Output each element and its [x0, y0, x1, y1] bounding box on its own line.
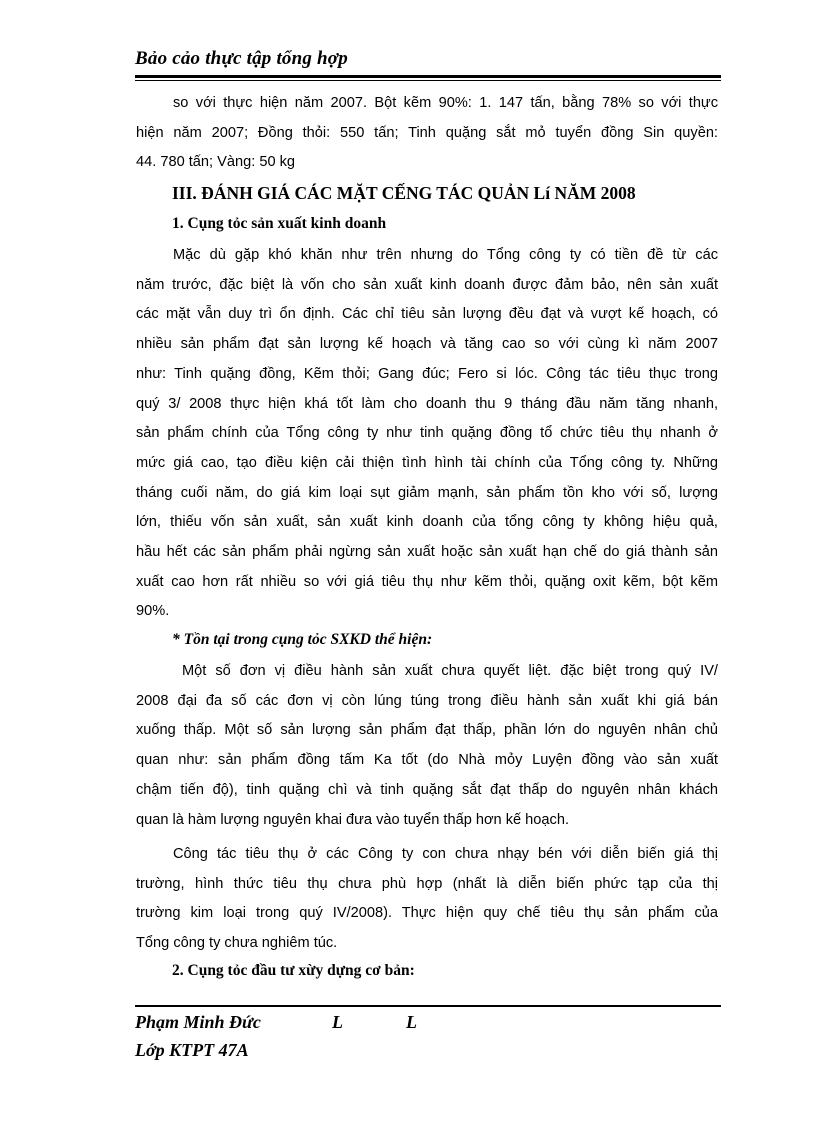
paragraph-line: lớn, thiếu vốn sản xuất, sản xuất kinh doanh của tổng công ty không hiệu quả, [136, 514, 718, 531]
report-header-title: Bảo cảo thực tập tổng hợp [135, 48, 348, 69]
paragraph-line: trường kim loại trong quý IV/2008). Thực hiện quy chế tiêu thụ sản phẩm của [136, 905, 718, 922]
paragraph-line: nhiều sản phẩm đạt sản lượng kế hoạch và tăng cao so với cùng kì năm 2007 [136, 336, 718, 353]
paragraph-line: quan như: sản phẩm đồng tấm Ka tốt (do Nhà mỏy Luyện đồng vào sản xuất [136, 752, 718, 769]
footer-author-name: Phạm Minh Đức [135, 1012, 261, 1032]
footer-rule [135, 1005, 721, 1007]
paragraph-line: Công tác tiêu thụ ở các Công ty con chưa nhạy bén với diễn biến giá thị [173, 846, 718, 862]
paragraph-line: Mặc dù gặp khó khăn như trên nhưng do Tổng công ty có tiền đề từ các [173, 247, 718, 263]
paragraph-line: Tổng công ty chưa nghiêm túc. [136, 935, 338, 952]
footer-mark-2: L [406, 1012, 417, 1032]
shortcomings-heading: * Tồn tại trong cụng tỏc SXKD thể hiện: [172, 631, 433, 648]
paragraph-line: so với thực hiện năm 2007. Bột kẽm 90%: 1. 147 tấn, bằng 78% so với thực [173, 95, 718, 111]
intro-paragraph [136, 89, 718, 178]
header-rule-thick [135, 75, 721, 78]
paragraph-business-production [136, 241, 718, 627]
paragraph-shortcomings [136, 657, 718, 835]
header-rule-thin [135, 80, 721, 81]
paragraph-line: xuống thấp. Một số sản lượng sản phẩm đạt thấp, phần lớn do nguyên nhân chủ [136, 722, 718, 739]
paragraph-line: trường, hình thức tiêu thụ chưa phù hợp (nhất là diễn biến phức tạp của thị [136, 875, 718, 892]
paragraph-line: các mặt vẫn duy trì ổn định. Các chỉ tiêu sản lượng đều đạt và vượt kế hoạch, có [136, 306, 718, 323]
paragraph-line: 2008 đại đa số các đơn vị còn lúng túng trong điều hành sản xuất khi giá bán [136, 692, 718, 709]
paragraph-line: sản phẩm chính của Tổng công ty như tinh quặng đồng tổ chức tiêu thụ nhanh ở [136, 425, 718, 442]
paragraph-line: quý 3/ 2008 thực hiện khá tốt làm cho doanh thu 9 tháng đầu năm tăng nhanh, [136, 395, 718, 412]
paragraph-line: quan là hàm lượng nguyên khai đưa vào tuyển thấp hơn kế hoạch. [136, 811, 570, 828]
paragraph-consumption [136, 840, 718, 959]
paragraph-line: Một số đơn vị điều hành sản xuất chưa quyết liệt. đặc biệt trong quý IV/ [173, 663, 718, 679]
subsection-heading-2: 2. Cụng tỏc đầu tư xừy dựng cơ bản: [172, 962, 415, 979]
paragraph-line: tháng cuối năm, do giá kim loại sụt giảm mạnh, sản phẩm tồn kho với số, lượng [136, 484, 718, 501]
paragraph-line: hiện năm 2007; Đồng thỏi: 550 tấn; Tinh quặng sắt mỏ tuyển đồng Sin quyền: [136, 124, 718, 141]
paragraph-line: 44. 780 tấn; Vàng: 50 kg [136, 154, 296, 171]
footer-class: Lớp KTPT 47A [135, 1040, 249, 1060]
paragraph-line: 90%. [136, 603, 170, 620]
paragraph-line: như: Tinh quặng đồng, Kẽm thỏi; Gang đúc; Fero si lóc. Công tác tiêu thục trong [136, 365, 718, 382]
footer-mark-1: L [332, 1012, 343, 1032]
paragraph-line: mức giá cao, tạo điều kiện cải thiện tình hình tài chính của Tổng công ty. Những [136, 454, 718, 471]
subsection-heading-1: 1. Cụng tỏc sản xuất kinh doanh [172, 215, 387, 232]
paragraph-line: xuất cao hơn rất nhiều so với giá tiêu thụ như kẽm thỏi, quặng oxit kẽm, bột kẽm [136, 573, 718, 590]
paragraph-line: chậm tiến độ), tinh quặng chì và tinh quặng sắt đạt thấp do nguyên nhân khách [136, 781, 718, 798]
section-heading: III. ĐÁNH GIÁ CÁC MẶT CẾNG TÁC QUẢN Lí NĂM 2008 [172, 183, 636, 203]
paragraph-line: hầu hết các sản phẩm phải ngừng sản xuất hoặc sản xuất hạn chế do giá thành sản [136, 544, 718, 561]
paragraph-line: năm trước, đặc biệt là vốn cho sản xuất kinh doanh được đảm bảo, nên sản xuất [136, 276, 718, 293]
